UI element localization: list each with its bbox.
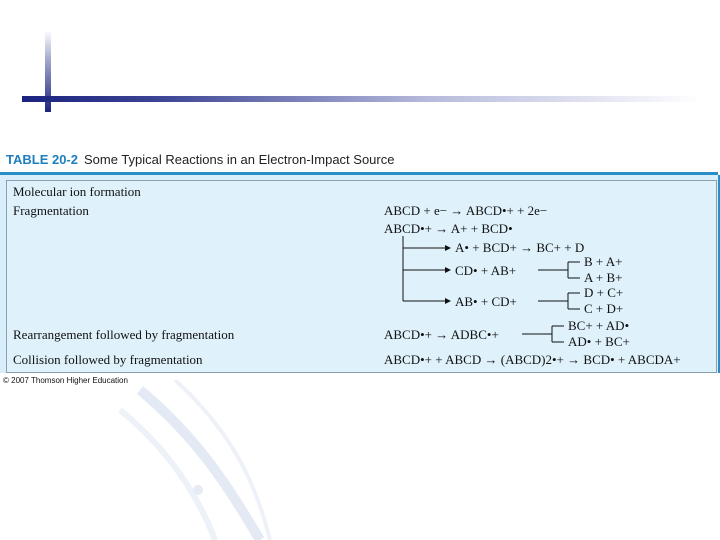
equation-branch-a-text: A• + BCD+ → BC+ + D [455, 240, 585, 255]
table-title [6, 152, 394, 167]
equation-ionization [384, 203, 547, 219]
row-label-molecular-ion: Molecular ion formation [13, 184, 141, 199]
equation-rearrangement-product-1 [568, 318, 629, 334]
table-caption: Some Typical Reactions in an Electron-Impact Source [84, 152, 395, 167]
row-label-collision: Collision followed by fragmentation [13, 352, 203, 367]
equation-branch-ab-product-2 [584, 301, 623, 317]
equation-rearrangement-product-2 [568, 334, 630, 350]
equation-branch-ab-product-1 [584, 285, 623, 301]
equation-branch-ab-product-1-text: D + C+ [584, 285, 624, 300]
equation-branch-ab [455, 294, 517, 310]
equation-branch-cd-product-2-text: A + B+ [584, 270, 623, 285]
equation-branch-cd-product-1-text: B + A+ [584, 254, 623, 269]
equation-branch-a [455, 240, 584, 256]
equation-rearrangement-product-2-text: AD• + BC+ [568, 334, 630, 349]
table-number: TABLE 20-2 [6, 152, 78, 167]
equation-collision-text: ABCD•+ + ABCD → (ABCD)2•+ → BCD• + ABCDA+ [384, 352, 681, 367]
equation-collision [384, 352, 681, 368]
equation-fragmentation-main-text: ABCD•+ → A+ + BCD• [384, 221, 513, 236]
equation-branch-cd-text: CD• + AB+ [455, 263, 517, 278]
equation-fragmentation-main [384, 221, 513, 237]
decorative-horizontal-bar [22, 96, 702, 102]
equation-branch-ab-product-2-text: C + D+ [584, 301, 624, 316]
equation-branch-cd-product-2 [584, 270, 623, 286]
equation-rearrangement-text: ABCD•+ → ADBC•+ [384, 327, 499, 342]
row-label-rearrangement: Rearrangement followed by fragmentation [13, 327, 235, 342]
copyright-credit: © 2007 Thomson Higher Education [3, 376, 128, 385]
equation-rearrangement [384, 327, 499, 343]
equation-branch-cd-product-1 [584, 254, 623, 270]
decorative-swoosh [0, 380, 720, 540]
equation-rearrangement-product-1-text: BC+ + AD• [568, 318, 630, 333]
equation-branch-ab-text: AB• + CD+ [455, 294, 517, 309]
equation-branch-cd [455, 263, 516, 279]
equation-ionization-text: ABCD + e− → ABCD•+ + 2e− [384, 203, 548, 218]
row-label-fragmentation: Fragmentation [13, 203, 89, 218]
